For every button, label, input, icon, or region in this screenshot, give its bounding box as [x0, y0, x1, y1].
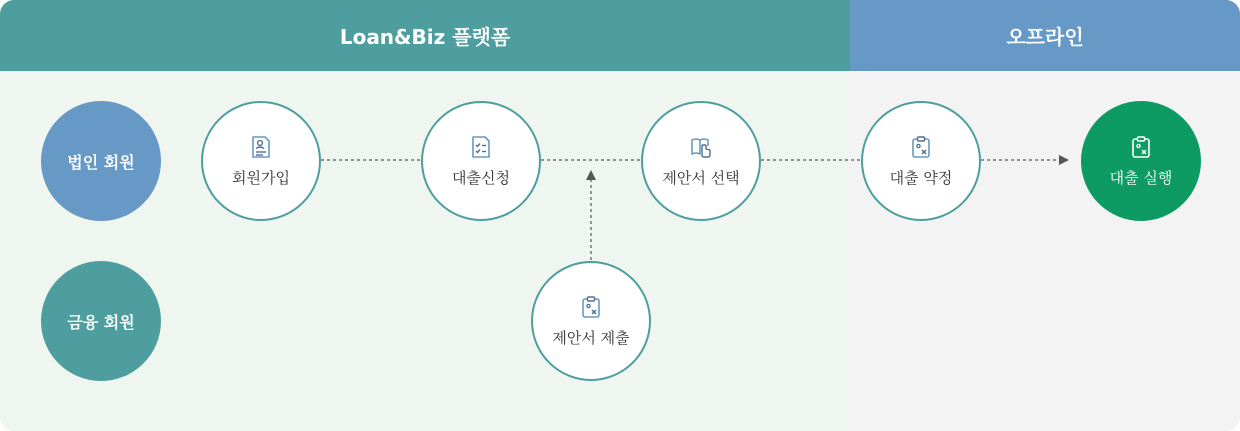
financial-member-node [41, 261, 161, 381]
step-proposal-submission [531, 261, 651, 381]
corporate-member-node [41, 101, 161, 221]
corporate-member-label: 법인 회원 [67, 152, 135, 172]
step-loan-agreement [861, 101, 981, 221]
online-platform-title: Loan&Biz 플랫폼 [339, 25, 511, 49]
clipboard-icon [910, 135, 932, 159]
step-signup [201, 101, 321, 221]
step-loan-agreement-label: 대출 약정 [889, 168, 953, 187]
step-loan-application [421, 101, 541, 221]
step-loan-application-label: 대출신청 [452, 168, 510, 187]
step-proposal-submission-label: 제안서 제출 [552, 328, 630, 347]
clipboard-icon [1130, 135, 1152, 159]
step-signup-label: 회원가입 [232, 168, 290, 187]
step-proposal-selection [641, 101, 761, 221]
member-card-icon [250, 135, 272, 159]
step-loan-execution-label: 대출 실행 [1109, 168, 1173, 187]
checklist-icon [470, 135, 492, 159]
offline-title: 오프라인 [1006, 25, 1084, 49]
financial-member-label: 금융 회원 [67, 312, 135, 332]
clipboard-icon [580, 295, 602, 319]
book-select-icon [690, 135, 712, 159]
step-proposal-selection-label: 제안서 선택 [662, 168, 740, 187]
step-loan-execution [1081, 101, 1201, 221]
